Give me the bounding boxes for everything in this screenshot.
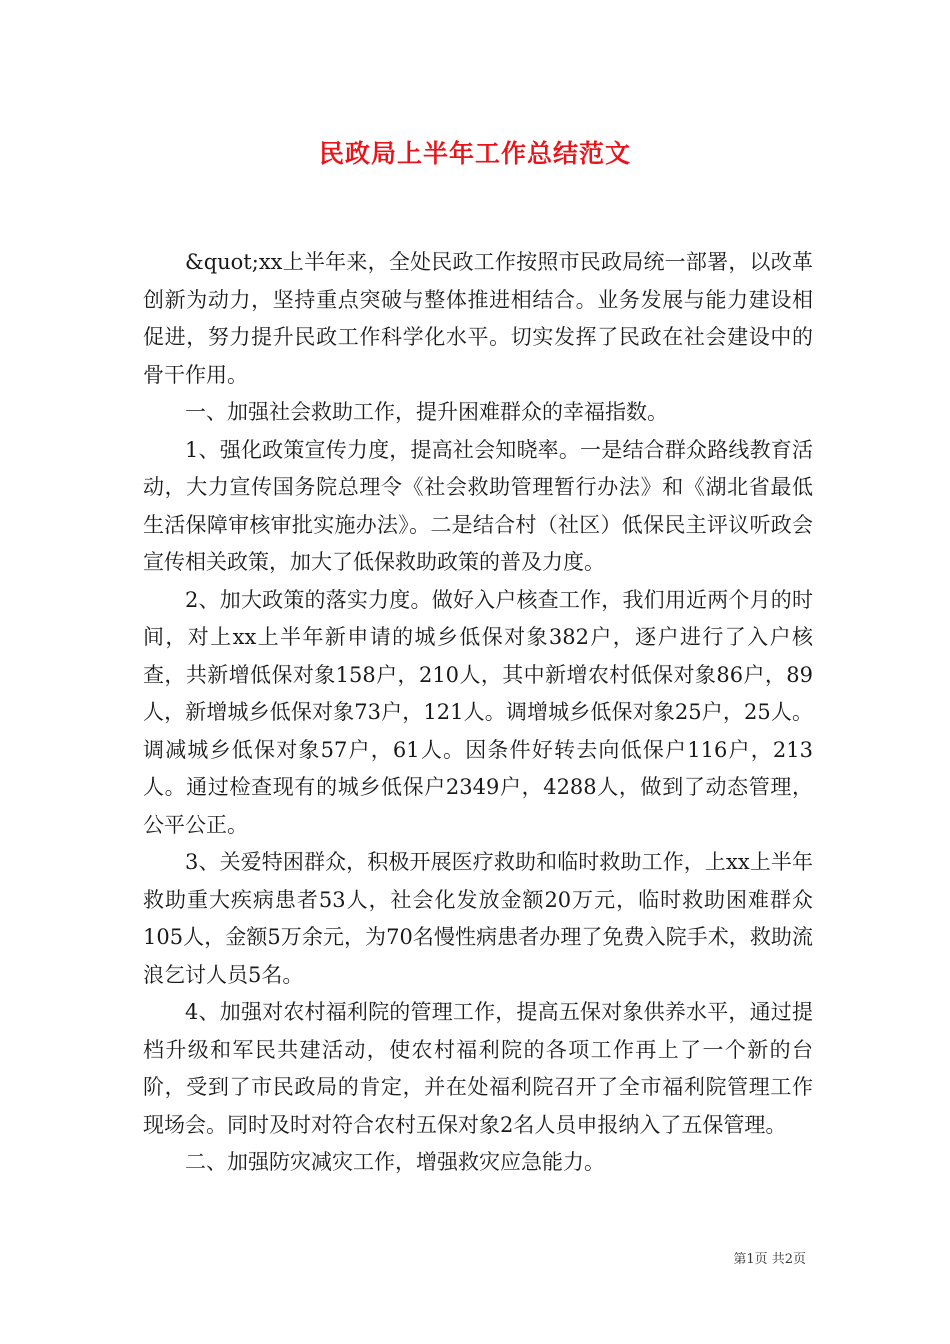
paragraph-item-2: 2、加大政策的落实力度。做好入户核查工作，我们用近两个月的时间，对上xx上半年新申请的城乡低保对象382户，逐户进行了入户核查，共新增低保对象158户，210人，其中新增农村低保对象86户，89人，新增城乡低保对象73户，121人。调增城乡低保对象25户，25人。调减城乡低保对象57户，61人。因条件好转去向低保户116户，213人。通过检查现有的城乡低保户2349户，4288人，做到了动态管理，公平公正。	[143, 587, 813, 837]
paragraph-item-3: 3、关爱特困群众，积极开展医疗救助和临时救助工作，上xx上半年救助重大疾病患者53人，社会化发放金额20万元，临时救助困难群众105人，金额5万余元，为70名慢性病患者办理了免费入院手术，救助流浪乞讨人员5名。	[143, 850, 813, 987]
section-heading-1: 一、加强社会救助工作，提升困难群众的幸福指数。	[185, 400, 668, 424]
paragraph-intro: &quot;xx上半年来，全处民政工作按照市民政局统一部署，以改革创新为动力，坚持重点突破与整体推进相结合。业务发展与能力建设相促进，努力提升民政工作科学化水平。切实发挥了民政在社会建设中的骨干作用。	[143, 250, 813, 387]
document-body	[143, 244, 813, 1182]
paragraph-item-1: 1、强化政策宣传力度，提高社会知晓率。一是结合群众路线教育活动，大力宣传国务院总理令《社会救助管理暂行办法》和《湖北省最低生活保障审核审批实施办法》。二是结合村（社区）低保民主评议听政会宣传相关政策，加大了低保救助政策的普及力度。	[143, 437, 813, 574]
paragraph-item-4: 4、加强对农村福利院的管理工作，提高五保对象供养水平，通过提档升级和军民共建活动，使农村福利院的各项工作再上了一个新的台阶，受到了市民政局的肯定，并在处福利院召开了全市福利院管理工作现场会。同时及时对符合农村五保对象2名人员申报纳入了五保管理。	[143, 1000, 813, 1137]
section-heading-2: 二、加强防灾减灾工作，增强救灾应急能力。	[185, 1150, 605, 1174]
page-number: 第1页 共2页	[733, 1252, 806, 1267]
document-title: 民政局上半年工作总结范文	[318, 139, 631, 168]
